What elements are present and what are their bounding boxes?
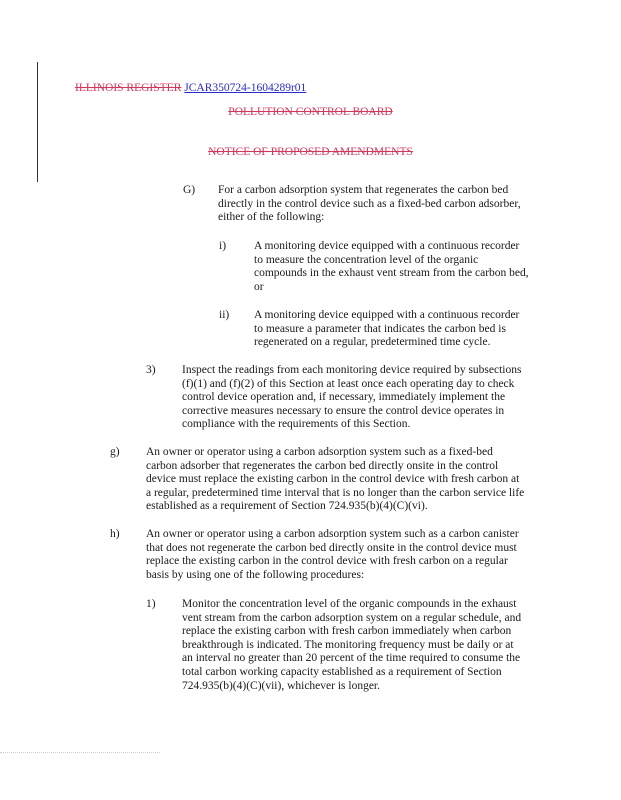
paragraph-line: Monitor the concentration level of the organic compounds in the exhaust [182, 598, 517, 610]
paragraph-line: device must replace the existing carbon in the control device with fresh carbon at [146, 473, 520, 486]
paragraph-line: control device operation and, if necessary, immediately implement the [182, 391, 506, 404]
paragraph-line: compliance with the requirements of this Section. [182, 418, 411, 431]
paragraph-line: basis by using one of the following procedures: [146, 568, 365, 581]
register-title-struck: ILLINOIS REGISTER [75, 82, 182, 94]
subitem-ii-text [254, 309, 519, 350]
item-3-text [182, 364, 521, 432]
board-header [0, 106, 621, 118]
paragraph-line: replace the existing carbon in the control device with fresh carbon on a regular [146, 555, 508, 568]
paragraph-line: (f)(1) and (f)(2) of this Section at least once each operating day to check [182, 377, 515, 390]
subsection-h-label: h) [110, 528, 120, 540]
paragraph-line: directly in the control device such as a fixed-bed carbon adsorber, [218, 197, 521, 210]
paragraph-line: either of the following: [218, 211, 325, 224]
paragraph-line: 724.935(b)(4)(C)(vii), whichever is longer. [182, 679, 381, 692]
paragraph-line: vent stream from the carbon adsorption system on a regular schedule, and [182, 611, 522, 624]
register-header [75, 82, 306, 94]
subitem-i-text [254, 240, 529, 294]
revision-margin-bar [37, 62, 38, 182]
subsection-h-text [146, 528, 519, 582]
notice-header [0, 146, 621, 158]
subitem-ii-label: ii) [219, 309, 230, 321]
item-h1-label: 1) [146, 598, 156, 610]
paragraph-line: A monitoring device equipped with a continuous recorder [254, 309, 520, 321]
paragraph-line: carbon adsorber that regenerates the carbon bed directly onsite in the control [146, 459, 499, 472]
paragraph-line: An owner or operator using a carbon adsorption system such as a fixed-bed [146, 446, 493, 458]
paragraph-line: compounds in the exhaust vent stream from the carbon bed, [254, 267, 529, 280]
paragraph-line: A monitoring device equipped with a continuous recorder [254, 240, 520, 252]
item-h1-text [182, 598, 521, 693]
paragraph-line: total carbon working capacity established as a requirement of Section [182, 665, 502, 678]
section-g-upper-text [218, 184, 521, 225]
paragraph-line: to measure the concentration level of the organic [254, 253, 479, 266]
paragraph-line: that does not regenerate the carbon bed directly onsite in the control device must [146, 541, 517, 554]
paragraph-line: to measure a parameter that indicates the carbon bed is [254, 322, 506, 335]
paragraph-line: An owner or operator using a carbon adsorption system such as a carbon canister [146, 528, 519, 540]
notice-title-struck: NOTICE OF PROPOSED AMENDMENTS [208, 146, 413, 158]
footer-divider [0, 752, 160, 753]
paragraph-line: For a carbon adsorption system that regenerates the carbon bed [218, 184, 509, 196]
jcar-reference: JCAR350724-1604289r01 [184, 82, 307, 94]
item-3-label: 3) [146, 364, 156, 376]
paragraph-line: an interval no greater than 20 percent of the time required to consume the [182, 652, 521, 665]
paragraph-line: a regular, predetermined time interval that is no longer than the carbon service life [146, 486, 525, 499]
paragraph-line: regenerated on a regular, predetermined time cycle. [254, 336, 491, 349]
subsection-g-text [146, 446, 524, 514]
paragraph-line: corrective measures necessary to ensure the control device operates in [182, 404, 505, 417]
paragraph-line: breakthrough is indicated. The monitoring frequency must be daily or at [182, 638, 514, 651]
paragraph-line: replace the existing carbon with fresh carbon immediately when carbon [182, 625, 512, 638]
paragraph-line: Inspect the readings from each monitoring device required by subsections [182, 364, 522, 376]
paragraph-line: established as a requirement of Section 724.935(b)(4)(C)(vi). [146, 500, 428, 513]
section-g-upper-label: G) [183, 184, 196, 196]
board-title-struck: POLLUTION CONTROL BOARD [228, 106, 393, 118]
subsection-g-label: g) [110, 446, 120, 458]
paragraph-line: or [254, 280, 264, 293]
subitem-i-label: i) [219, 240, 227, 252]
